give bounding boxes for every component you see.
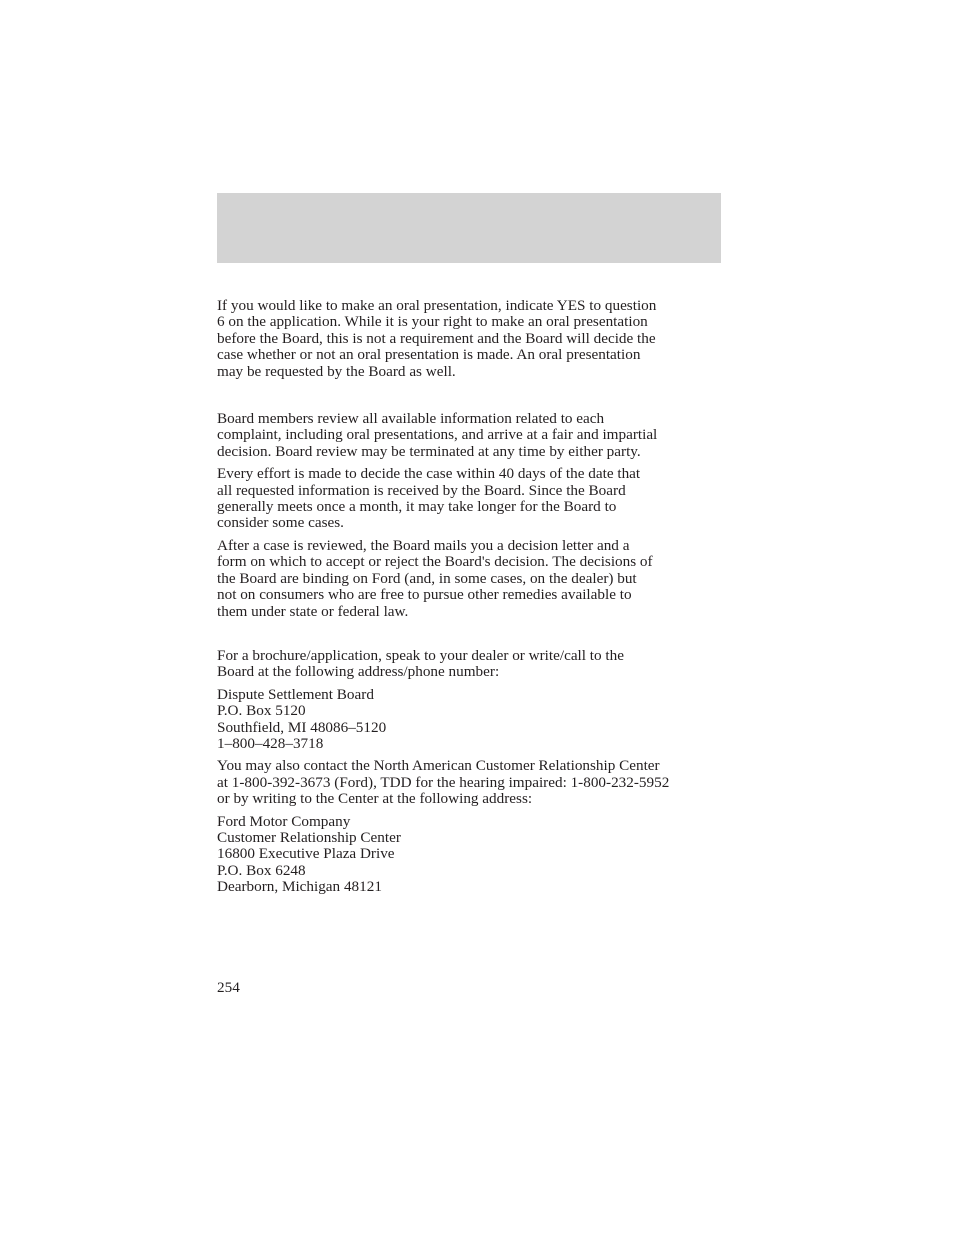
dispute-board-address: Dispute Settlement Board P.O. Box 5120 Southfield, MI 48086–5120 1–800–428–3718 [217,685,387,752]
decision-timing-paragraph: Every effort is made to decide the case within 40 days of the date that all requested information is received by the Board. Since the Board generally meets once a month, it may take longer for the Board to consider some cases. [217,465,641,532]
ford-address: Ford Motor Company Customer Relationship Center 16800 Executive Plaza Drive P.O. Box 6248 Dearborn, Michigan 48121 [217,812,401,896]
brochure-paragraph: For a brochure/application, speak to your dealer or write/call to the Board at the following address/phone number: [217,646,624,681]
oral-presentation-paragraph: If you would like to make an oral presentation, indicate YES to question 6 on the application. While it is your right to make an oral presentation before the Board, this is not a requirement and the Board will decide the case whether or not an oral presentation is made. An oral presentation may be requested by the Board as well. [217,297,657,380]
board-review-paragraph: Board members review all available information related to each complaint, including oral presentations, and arrive at a fair and impartial decision. Board review may be terminated at any time by either party. [217,410,658,460]
page-number: 254 [217,979,240,996]
decision-letter-paragraph: After a case is reviewed, the Board mails you a decision letter and a form on which to accept or reject the Board's decision. The decisions of the Board are binding on Ford (and, in some cases, on the dealer) but not on consumers who are free to pursue other remedies available to them under state or federal law. [217,536,653,620]
page-body [217,298,727,896]
section-header-band [217,193,721,263]
customer-center-contact-paragraph: You may also contact the North American Customer Relationship Center at 1-800-392-3673 (Ford), TDD for the hearing impaired: 1-800-232-5952 or by writing to the Center at the following address: [217,757,670,808]
